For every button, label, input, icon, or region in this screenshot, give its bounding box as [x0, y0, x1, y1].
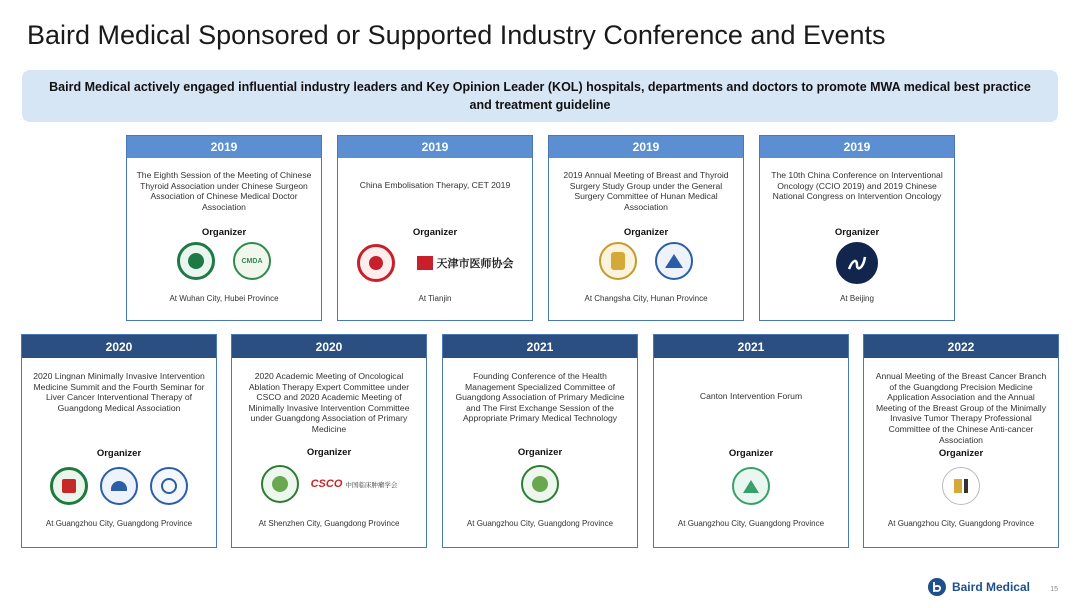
event-year: 2021 [654, 335, 848, 358]
company-logo [928, 578, 1030, 596]
event-year: 2020 [232, 335, 426, 358]
event-year: 2022 [864, 335, 1058, 358]
cet-logo [357, 244, 395, 282]
organizer-logos [760, 242, 954, 284]
event-location: At Beijing [840, 294, 874, 303]
event-card-2019-beijing [759, 135, 955, 321]
event-location: At Shenzhen City, Guangdong Province [258, 519, 400, 528]
event-year: 2021 [443, 335, 637, 358]
event-description: 2020 Lingnan Minimally Invasive Intervention Medicine Summit and the Fourth Seminar for Liver Cancer Interventional Therapy of Guangdong Medical Association [33, 371, 205, 413]
gdapm-logo [521, 465, 559, 503]
event-location: At Wuhan City, Hubei Province [169, 294, 279, 303]
organizer-label: Organizer [201, 227, 247, 238]
guangdong-medical-association-logo [50, 467, 88, 505]
company-name: Baird Medical [951, 580, 1030, 594]
organizer-logos [443, 465, 637, 503]
page-number: 15 [1050, 586, 1058, 593]
organizer-logos [127, 242, 321, 280]
organizer-label: Organizer [728, 448, 774, 459]
organizer-label: Organizer [623, 227, 669, 238]
event-year: 2020 [22, 335, 216, 358]
event-card-2022-breast-cancer [863, 334, 1059, 548]
organizer-logos [338, 244, 532, 282]
organizer-logos [22, 467, 216, 505]
event-description: 2020 Academic Meeting of Oncological Ablation Therapy Expert Committee under CSCO and 2020 Academic Meeting of Minimally Invasive Intervention Committee under Guangdong Association of Primary Medicine [248, 371, 410, 434]
event-location: At Guangzhou City, Guangdong Province [466, 519, 614, 528]
intervention-summit-logo [150, 467, 188, 505]
tianjin-association-name: 天津市医师协会 [436, 258, 514, 270]
gdapm-logo [261, 465, 299, 503]
event-card-2019-wuhan [126, 135, 322, 321]
liver-cancer-seminar-logo [100, 467, 138, 505]
event-location: At Changsha City, Hunan Province [584, 294, 708, 303]
event-card-2021-canton [653, 334, 849, 548]
event-description: Canton Intervention Forum [699, 391, 803, 401]
general-surgery-committee-logo [655, 242, 693, 280]
event-location: At Tianjin [418, 294, 452, 303]
organizer-label: Organizer [412, 227, 458, 238]
organizer-label: Organizer [306, 447, 352, 458]
event-description: The Eighth Session of the Meeting of Chinese Thyroid Association under Chinese Surgeon Association of Chinese Medical Doctor Association [136, 170, 312, 212]
canton-forum-logo [732, 467, 770, 505]
tianjin-mark-icon [417, 256, 433, 270]
event-description: Annual Meeting of the Breast Cancer Branch of the Guangdong Precision Medicine Application Association and the Annual Meeting of the Breast Group of the Minimally Invasive Tumor Therapy Professional Committee of the Chinese Anti-cancer Association [875, 371, 1047, 445]
organizer-logos [232, 465, 426, 503]
event-card-2019-tianjin [337, 135, 533, 321]
event-card-2020-csco [231, 334, 427, 548]
event-location: At Guangzhou City, Guangdong Province [45, 519, 193, 528]
csco-chinese-name: 中国临床肿瘤学会 [345, 481, 398, 489]
organizer-label: Organizer [96, 448, 142, 459]
event-description: 2019 Annual Meeting of Breast and Thyroid Surgery Study Group under the General Surgery Committee of Hunan Medical Association [563, 170, 729, 212]
organizer-label: Organizer [938, 448, 984, 459]
event-description: China Embolisation Therapy, CET 2019 [359, 180, 511, 190]
event-year: 2019 [549, 136, 743, 158]
organizer-label: Organizer [517, 447, 563, 458]
event-card-2019-changsha [548, 135, 744, 321]
event-year: 2019 [760, 136, 954, 158]
event-card-2021-health-management [442, 334, 638, 548]
event-description: The 10th China Conference on Interventional Oncology (CCIO 2019) and 2019 Chinese National Congress on Intervention Oncology [771, 170, 943, 202]
page-title: Baird Medical Sponsored or Supported Industry Conference and Events [27, 20, 886, 50]
event-location: At Guangzhou City, Guangdong Province [677, 519, 825, 528]
organizer-label: Organizer [834, 227, 880, 238]
thyroid-association-logo [177, 242, 215, 280]
organizer-logos [549, 242, 743, 280]
event-description: Founding Conference of the Health Management Specialized Committee of Guangdong Association of Primary Medicine and The First Exchange Session of the Appropriate Primary Medical Technology [455, 371, 625, 424]
cmda-logo: CMDA [233, 242, 271, 280]
baird-medical-logo-icon [928, 578, 946, 596]
organizer-logos [654, 467, 848, 505]
event-year: 2019 [127, 136, 321, 158]
organizer-logos [864, 467, 1058, 505]
summary-banner: Baird Medical actively engaged influential industry leaders and Key Opinion Leader (KOL) hospitals, departments and doctors to promote MWA medical best practice and treatment guideline [22, 70, 1058, 122]
ccio-logo [836, 242, 878, 284]
csco-wordmark: CSCO [310, 478, 343, 490]
event-year: 2019 [338, 136, 532, 158]
tianjin-physician-association-logo [417, 255, 514, 271]
event-location: At Guangzhou City, Guangdong Province [887, 519, 1035, 528]
hunan-medical-association-logo [599, 242, 637, 280]
csco-logo [311, 478, 398, 490]
precision-medicine-association-logo [942, 467, 980, 505]
ccio-wave-icon [843, 249, 871, 277]
event-card-2020-lingnan [21, 334, 217, 548]
